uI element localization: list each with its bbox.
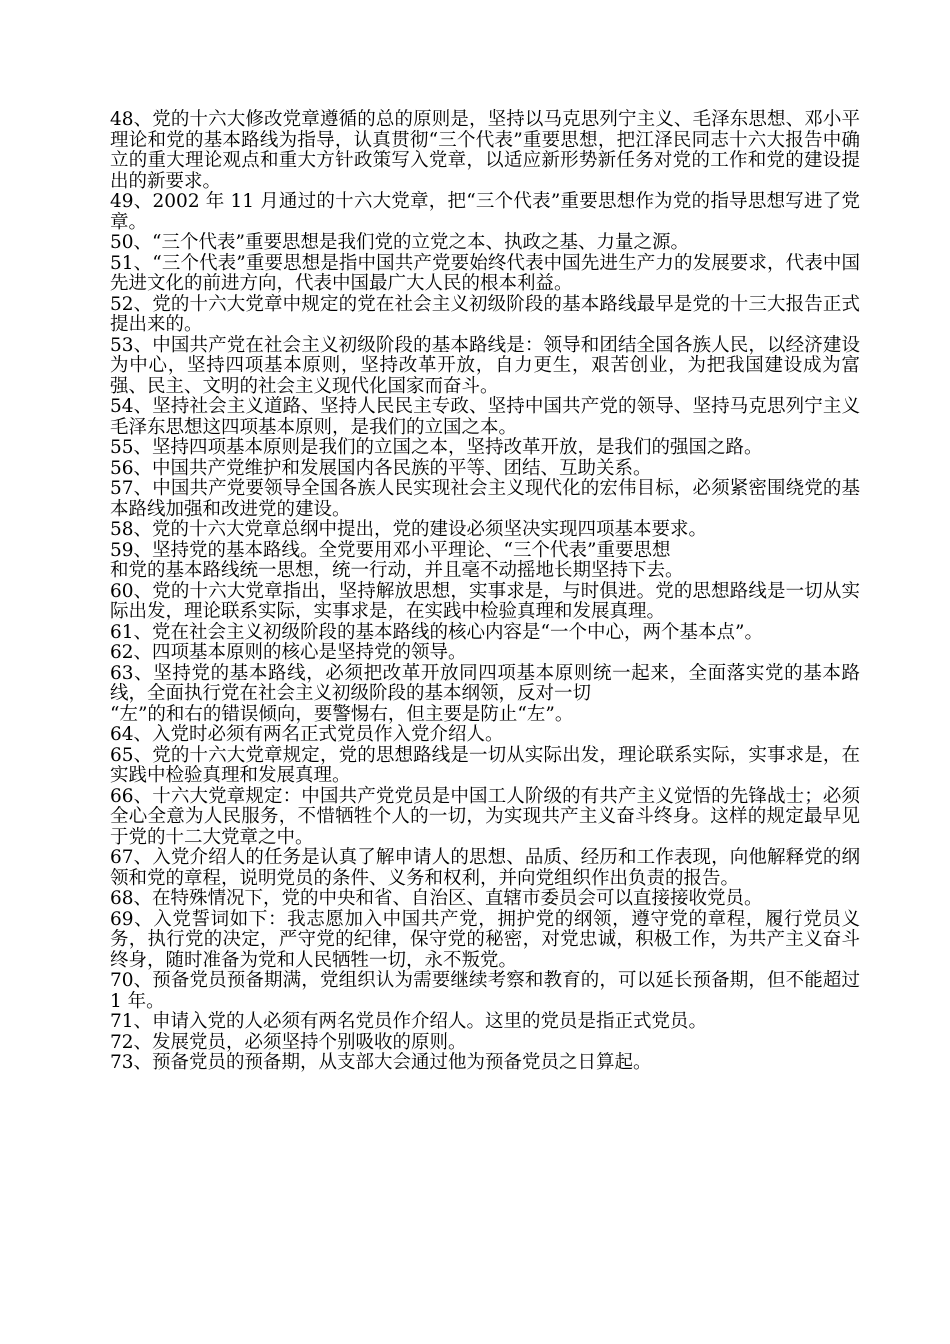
paragraph-65: 65、党的十六大党章规定，党的思想路线是一切从实际出发，理论联系实际，实事求是，在实践中检验真理和发展真理。 — [110, 744, 860, 786]
paragraph-64: 64、入党时必须有两名正式党员作入党介绍人。 — [110, 724, 504, 745]
paragraph-50: 50、“三个代表”重要思想是我们党的立党之本、执政之基、力量之源。 — [110, 232, 689, 253]
paragraph-52: 52、党的十六大党章中规定的党在社会主义初级阶段的基本路线最早是党的十三大报告正式提出来的。 — [110, 293, 860, 335]
paragraph-61: 61、党在社会主义初级阶段的基本路线的核心内容是“一个中心，两个基本点”。 — [110, 621, 763, 643]
paragraph-58: 58、党的十六大党章总纲中提出，党的建设必须坚决实现四项基本要求。 — [110, 519, 708, 540]
paragraph-60: 60、党的十六大党章指出，坚持解放思想，实事求是，与时俱进。党的思想路线是一切从实际出发，理论联系实际，实事求是，在实践中检验真理和发展真理。 — [110, 580, 860, 622]
paragraph-55: 55、坚持四项基本原则是我们的立国之本，坚持改革开放，是我们的强国之路。 — [110, 437, 763, 458]
paragraph-63: 63、坚持党的基本路线，必须把改革开放同四项基本原则统一起来，全面落实党的基本路线，全面执行党在社会主义初级阶段的基本纲领，反对一切 “左”的和右的错误倾向，要警惕右，但主要是防止“左”。 — [110, 662, 860, 725]
paragraph-57: 57、中国共产党要领导全国各族人民实现社会主义现代化的宏伟目标，必须紧密围绕党的基本路线加强和改进党的建设。 — [110, 478, 860, 520]
paragraph-59: 59、坚持党的基本路线。全党要用邓小平理论、“三个代表”重要思想 和党的基本路线统一思想，统一行动，并且毫不动摇地长期坚持下去。 — [110, 539, 684, 581]
paragraph-54: 54、坚持社会主义道路、坚持人民民主专政、坚持中国共产党的领导、坚持马克思列宁主义毛泽东思想这四项基本原则，是我们的立国之本。 — [110, 396, 860, 438]
paragraph-73: 73、预备党员的预备期，从支部大会通过他为预备党员之日算起。 — [110, 1052, 652, 1073]
paragraph-51: 51、“三个代表”重要思想是指中国共产党要始终代表中国先进生产力的发展要求，代表中国先进文化的前进方向，代表中国最广大人民的根本利益。 — [110, 252, 860, 294]
paragraph-53: 53、中国共产党在社会主义初级阶段的基本路线是：领导和团结全国各族人民，以经济建设为中心，坚持四项基本原则，坚持改革开放，自力更生，艰苦创业，为把我国建设成为富强、民主、文明的社会主义现代化国家而奋斗。 — [110, 334, 860, 397]
paragraph-67: 67、入党介绍人的任务是认真了解申请人的思想、品质、经历和工作表现，向他解释党的纲领和党的章程，说明党员的条件、义务和权利，并向党组织作出负责的报告。 — [110, 847, 860, 889]
paragraph-56: 56、中国共产党维护和发展国内各民族的平等、团结、互助关系。 — [110, 457, 652, 479]
paragraph-71: 71、申请入党的人必须有两名党员作介绍人。这里的党员是指正式党员。 — [110, 1011, 708, 1032]
paragraph-72: 72、发展党员，必须坚持个别吸收的原则。 — [110, 1031, 467, 1053]
paragraph-62: 62、四项基本原则的核心是坚持党的领导。 — [110, 642, 467, 663]
paragraph-49: 49、2002 年 11 月通过的十六大党章，把“三个代表”重要思想作为党的指导思想写进了党章。 — [110, 191, 860, 233]
paragraph-48: 48、党的十六大修改党章遵循的总的原则是，坚持以马克思列宁主义、毛泽东思想、邓小平理论和党的基本路线为指导，认真贯彻“三个代表”重要思想，把江泽民同志十六大报告中确立的重大理论观点和重大方针政策写入党章，以适应新形势新任务对党的工作和党的建设提出的新要求。 — [110, 109, 860, 192]
paragraph-69: 69、入党誓词如下：我志愿加入中国共产党，拥护党的纲领，遵守党的章程，履行党员义务，执行党的决定，严守党的纪律，保守党的秘密，对党忠诚，积极工作，为共产主义奋斗终身，随时准备为党和人民牺牲一切，永不叛党。 — [110, 908, 860, 971]
paragraph-68: 68、在特殊情况下，党的中央和省、自治区、直辖市委员会可以直接接收党员。 — [110, 888, 763, 909]
document-page — [110, 109, 866, 1074]
paragraph-70: 70、预备党员预备期满，党组织认为需要继续考察和教育的，可以延长预备期，但不能超过 1 年。 — [110, 970, 866, 1012]
paragraph-66: 66、十六大党章规定：中国共产党党员是中国工人阶级的有共产主义觉悟的先锋战士；必须全心全意为人民服务，不惜牺牲个人的一切，为实现共产主义奋斗终身。这样的规定最早见于党的十二大党章之中。 — [110, 785, 860, 848]
